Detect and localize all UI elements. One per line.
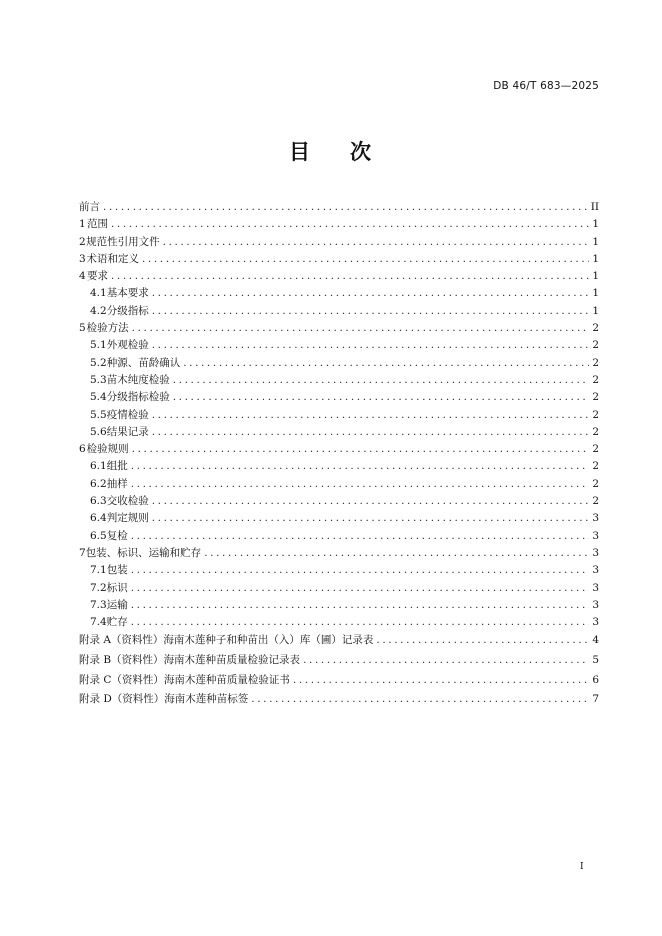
toc-entry-number: 7.3 xyxy=(90,598,107,611)
toc-leader-dots xyxy=(152,510,590,527)
toc-entry-label: 检验规则 xyxy=(86,443,129,456)
table-of-contents xyxy=(79,199,599,710)
toc-entry-page: 1 xyxy=(592,218,599,231)
toc-leader-dots xyxy=(142,251,589,268)
toc-entry-number: 附录 C（资料性） xyxy=(79,673,164,686)
toc-entry-number: 7 xyxy=(79,546,86,559)
toc-entry-number: 1 xyxy=(79,218,86,231)
toc-leader-dots xyxy=(132,320,590,337)
toc-entry-number: 3 xyxy=(79,252,86,265)
toc-entry-page: 3 xyxy=(592,529,599,542)
toc-entry-number: 6.3 xyxy=(90,495,107,508)
toc-entry-page: 2 xyxy=(592,443,599,456)
toc-entry[interactable] xyxy=(79,441,599,458)
document-code: DB 46/T 683—2025 xyxy=(493,80,599,92)
toc-entry-page: 3 xyxy=(592,564,599,577)
toc-entry-page: 7 xyxy=(592,693,599,706)
toc-entry-page: 2 xyxy=(592,322,599,335)
toc-entry-label: 检验方法 xyxy=(86,322,129,335)
toc-leader-dots xyxy=(111,268,589,285)
toc-entry-number: 7.2 xyxy=(90,581,107,594)
toc-entry-number: 2 xyxy=(79,235,86,248)
toc-leader-dots xyxy=(152,407,590,424)
toc-entry[interactable] xyxy=(79,234,599,251)
toc-entry-page: 3 xyxy=(592,616,599,629)
toc-leader-dots xyxy=(152,337,590,354)
toc-leader-dots xyxy=(131,562,590,579)
toc-entry[interactable] xyxy=(79,458,599,475)
toc-entry-page: 1 xyxy=(592,235,599,248)
toc-entry[interactable] xyxy=(79,268,599,285)
toc-entry-page: 1 xyxy=(592,304,599,317)
toc-entry-number: 附录 A（资料性） xyxy=(79,634,164,647)
toc-entry-page: 2 xyxy=(592,425,599,438)
toc-entry-page: 1 xyxy=(592,287,599,300)
toc-entry-page: 3 xyxy=(592,598,599,611)
toc-entry-page: 2 xyxy=(592,477,599,490)
toc-leader-dots xyxy=(131,476,590,493)
toc-entry[interactable] xyxy=(79,320,599,337)
toc-entry[interactable] xyxy=(79,476,599,493)
toc-entry[interactable] xyxy=(79,580,599,597)
toc-leader-dots xyxy=(131,528,590,545)
toc-entry-page: 3 xyxy=(592,546,599,559)
toc-entry[interactable] xyxy=(79,337,599,354)
toc-leader-dots xyxy=(152,424,590,441)
toc-entry-number: 5.4 xyxy=(90,391,107,404)
toc-entry-page: 3 xyxy=(592,581,599,594)
toc-entry-number: 7.1 xyxy=(90,564,107,577)
toc-leader-dots xyxy=(183,355,589,372)
toc-entry-page: 3 xyxy=(592,512,599,525)
toc-entry-page: 2 xyxy=(592,391,599,404)
toc-entry-number: 附录 D（资料性） xyxy=(79,693,165,706)
toc-leader-dots xyxy=(163,234,590,251)
toc-leader-dots xyxy=(131,597,590,614)
toc-entry-label: 运输 xyxy=(106,598,128,611)
toc-entry[interactable] xyxy=(79,528,599,545)
toc-entry-page: 1 xyxy=(592,270,599,283)
toc-leader-dots xyxy=(204,545,589,562)
toc-leader-dots xyxy=(131,580,590,597)
toc-entry[interactable] xyxy=(79,355,599,372)
toc-entry-label: 包装、标识、运输和贮存 xyxy=(85,546,202,559)
toc-entry-page: 2 xyxy=(592,339,599,352)
toc-entry-label: 复检 xyxy=(106,529,128,542)
title-char-2: 次 xyxy=(350,140,373,164)
toc-entry-number: 4.1 xyxy=(90,287,107,300)
toc-leader-dots xyxy=(152,303,590,320)
toc-entry-number: 4.2 xyxy=(90,304,107,317)
toc-entry-label: 分级指标 xyxy=(106,304,149,317)
toc-entry-label: 标识 xyxy=(106,581,128,594)
toc-entry-page: 1 xyxy=(592,252,599,265)
toc-entry-number: 7.4 xyxy=(90,616,107,629)
toc-entry-number: 5.2 xyxy=(90,356,107,369)
toc-entry-page: 2 xyxy=(592,460,599,473)
toc-entry[interactable] xyxy=(79,303,599,320)
toc-entry-label: 结果记录 xyxy=(106,425,149,438)
toc-entry-number: 5.3 xyxy=(90,373,107,386)
toc-entry-page: 4 xyxy=(592,634,599,647)
toc-entry-page: 6 xyxy=(592,673,599,686)
toc-entry-page: 2 xyxy=(592,356,599,369)
toc-entry[interactable] xyxy=(79,631,599,651)
toc-entry-page: 5 xyxy=(592,654,599,667)
toc-entry-number: 6 xyxy=(79,443,86,456)
toc-entry[interactable] xyxy=(79,597,599,614)
toc-entry[interactable] xyxy=(79,199,599,216)
toc-entry[interactable] xyxy=(79,285,599,302)
toc-entry-page: 2 xyxy=(592,373,599,386)
toc-leader-dots xyxy=(173,389,590,406)
toc-entry[interactable] xyxy=(79,493,599,510)
toc-entry-page: 2 xyxy=(592,495,599,508)
toc-leader-dots xyxy=(376,631,589,651)
toc-leader-dots xyxy=(173,372,590,389)
toc-entry-label: 术语和定义 xyxy=(86,252,139,265)
toc-entry-number: 5.5 xyxy=(90,408,107,421)
toc-entry-number: 5.1 xyxy=(90,339,107,352)
toc-entry-label: 要求 xyxy=(86,270,108,283)
toc-entry[interactable] xyxy=(79,671,599,691)
toc-entry-number: 6.4 xyxy=(90,512,107,525)
toc-entry-label: 抽样 xyxy=(106,477,128,490)
toc-entry[interactable] xyxy=(79,424,599,441)
page-number: I xyxy=(580,862,584,872)
toc-entry-label: 疫情检验 xyxy=(106,408,149,421)
toc-entry-label: 海南木莲种苗质量检验证书 xyxy=(163,673,290,686)
toc-leader-dots xyxy=(152,285,590,302)
toc-leader-dots xyxy=(131,458,590,475)
page-title xyxy=(0,136,662,166)
toc-entry-label: 基本要求 xyxy=(106,287,149,300)
toc-leader-dots xyxy=(293,671,589,691)
toc-entry-number: 附录 B（资料性） xyxy=(79,654,164,667)
title-char-1: 目 xyxy=(289,140,312,164)
toc-entry[interactable] xyxy=(79,407,599,424)
toc-entry-label: 判定规则 xyxy=(106,512,149,525)
toc-entry[interactable] xyxy=(79,562,599,579)
toc-leader-dots xyxy=(111,216,589,233)
toc-leader-dots xyxy=(103,199,588,216)
toc-entry-label: 前言 xyxy=(79,201,100,213)
toc-entry-label: 海南木莲种苗质量检验记录表 xyxy=(163,654,301,667)
toc-entry-number: 5.6 xyxy=(90,425,107,438)
toc-entry[interactable] xyxy=(79,545,599,562)
toc-leader-dots xyxy=(132,441,590,458)
toc-entry-label: 规范性引用文件 xyxy=(86,235,160,248)
toc-entry-label: 范围 xyxy=(86,218,108,231)
toc-entry[interactable] xyxy=(79,251,599,268)
toc-entry-label: 分级指标检验 xyxy=(106,391,170,404)
toc-entry-label: 贮存 xyxy=(106,616,128,629)
toc-entry-label: 海南木莲种子和种苗出（入）库（圃）记录表 xyxy=(163,634,374,647)
toc-entry-label: 交收检验 xyxy=(106,495,149,508)
toc-entry-label: 海南木莲种苗标签 xyxy=(164,693,249,706)
toc-entry[interactable] xyxy=(79,690,599,710)
toc-entry[interactable] xyxy=(79,372,599,389)
toc-entry-label: 种源、苗龄确认 xyxy=(106,356,181,369)
toc-entry[interactable] xyxy=(79,651,599,671)
toc-entry[interactable] xyxy=(79,389,599,406)
toc-leader-dots xyxy=(152,493,590,510)
toc-entry-label: 苗木纯度检验 xyxy=(106,373,170,386)
toc-entry-label: 组批 xyxy=(106,460,128,473)
toc-entry-number: 6.2 xyxy=(90,477,107,490)
toc-entry-page: II xyxy=(590,201,599,213)
toc-entry-number: 5 xyxy=(79,322,86,335)
toc-entry[interactable] xyxy=(79,614,599,631)
toc-entry-label: 外观检验 xyxy=(106,339,149,352)
toc-entry[interactable] xyxy=(79,216,599,233)
toc-leader-dots xyxy=(303,651,589,671)
toc-entry[interactable] xyxy=(79,510,599,527)
toc-entry-page: 2 xyxy=(592,408,599,421)
toc-entry-number: 4 xyxy=(79,270,86,283)
toc-leader-dots xyxy=(131,614,590,631)
toc-entry-number: 6.5 xyxy=(90,529,107,542)
toc-entry-number: 6.1 xyxy=(90,460,107,473)
toc-leader-dots xyxy=(251,690,589,710)
toc-entry-label: 包装 xyxy=(106,564,128,577)
